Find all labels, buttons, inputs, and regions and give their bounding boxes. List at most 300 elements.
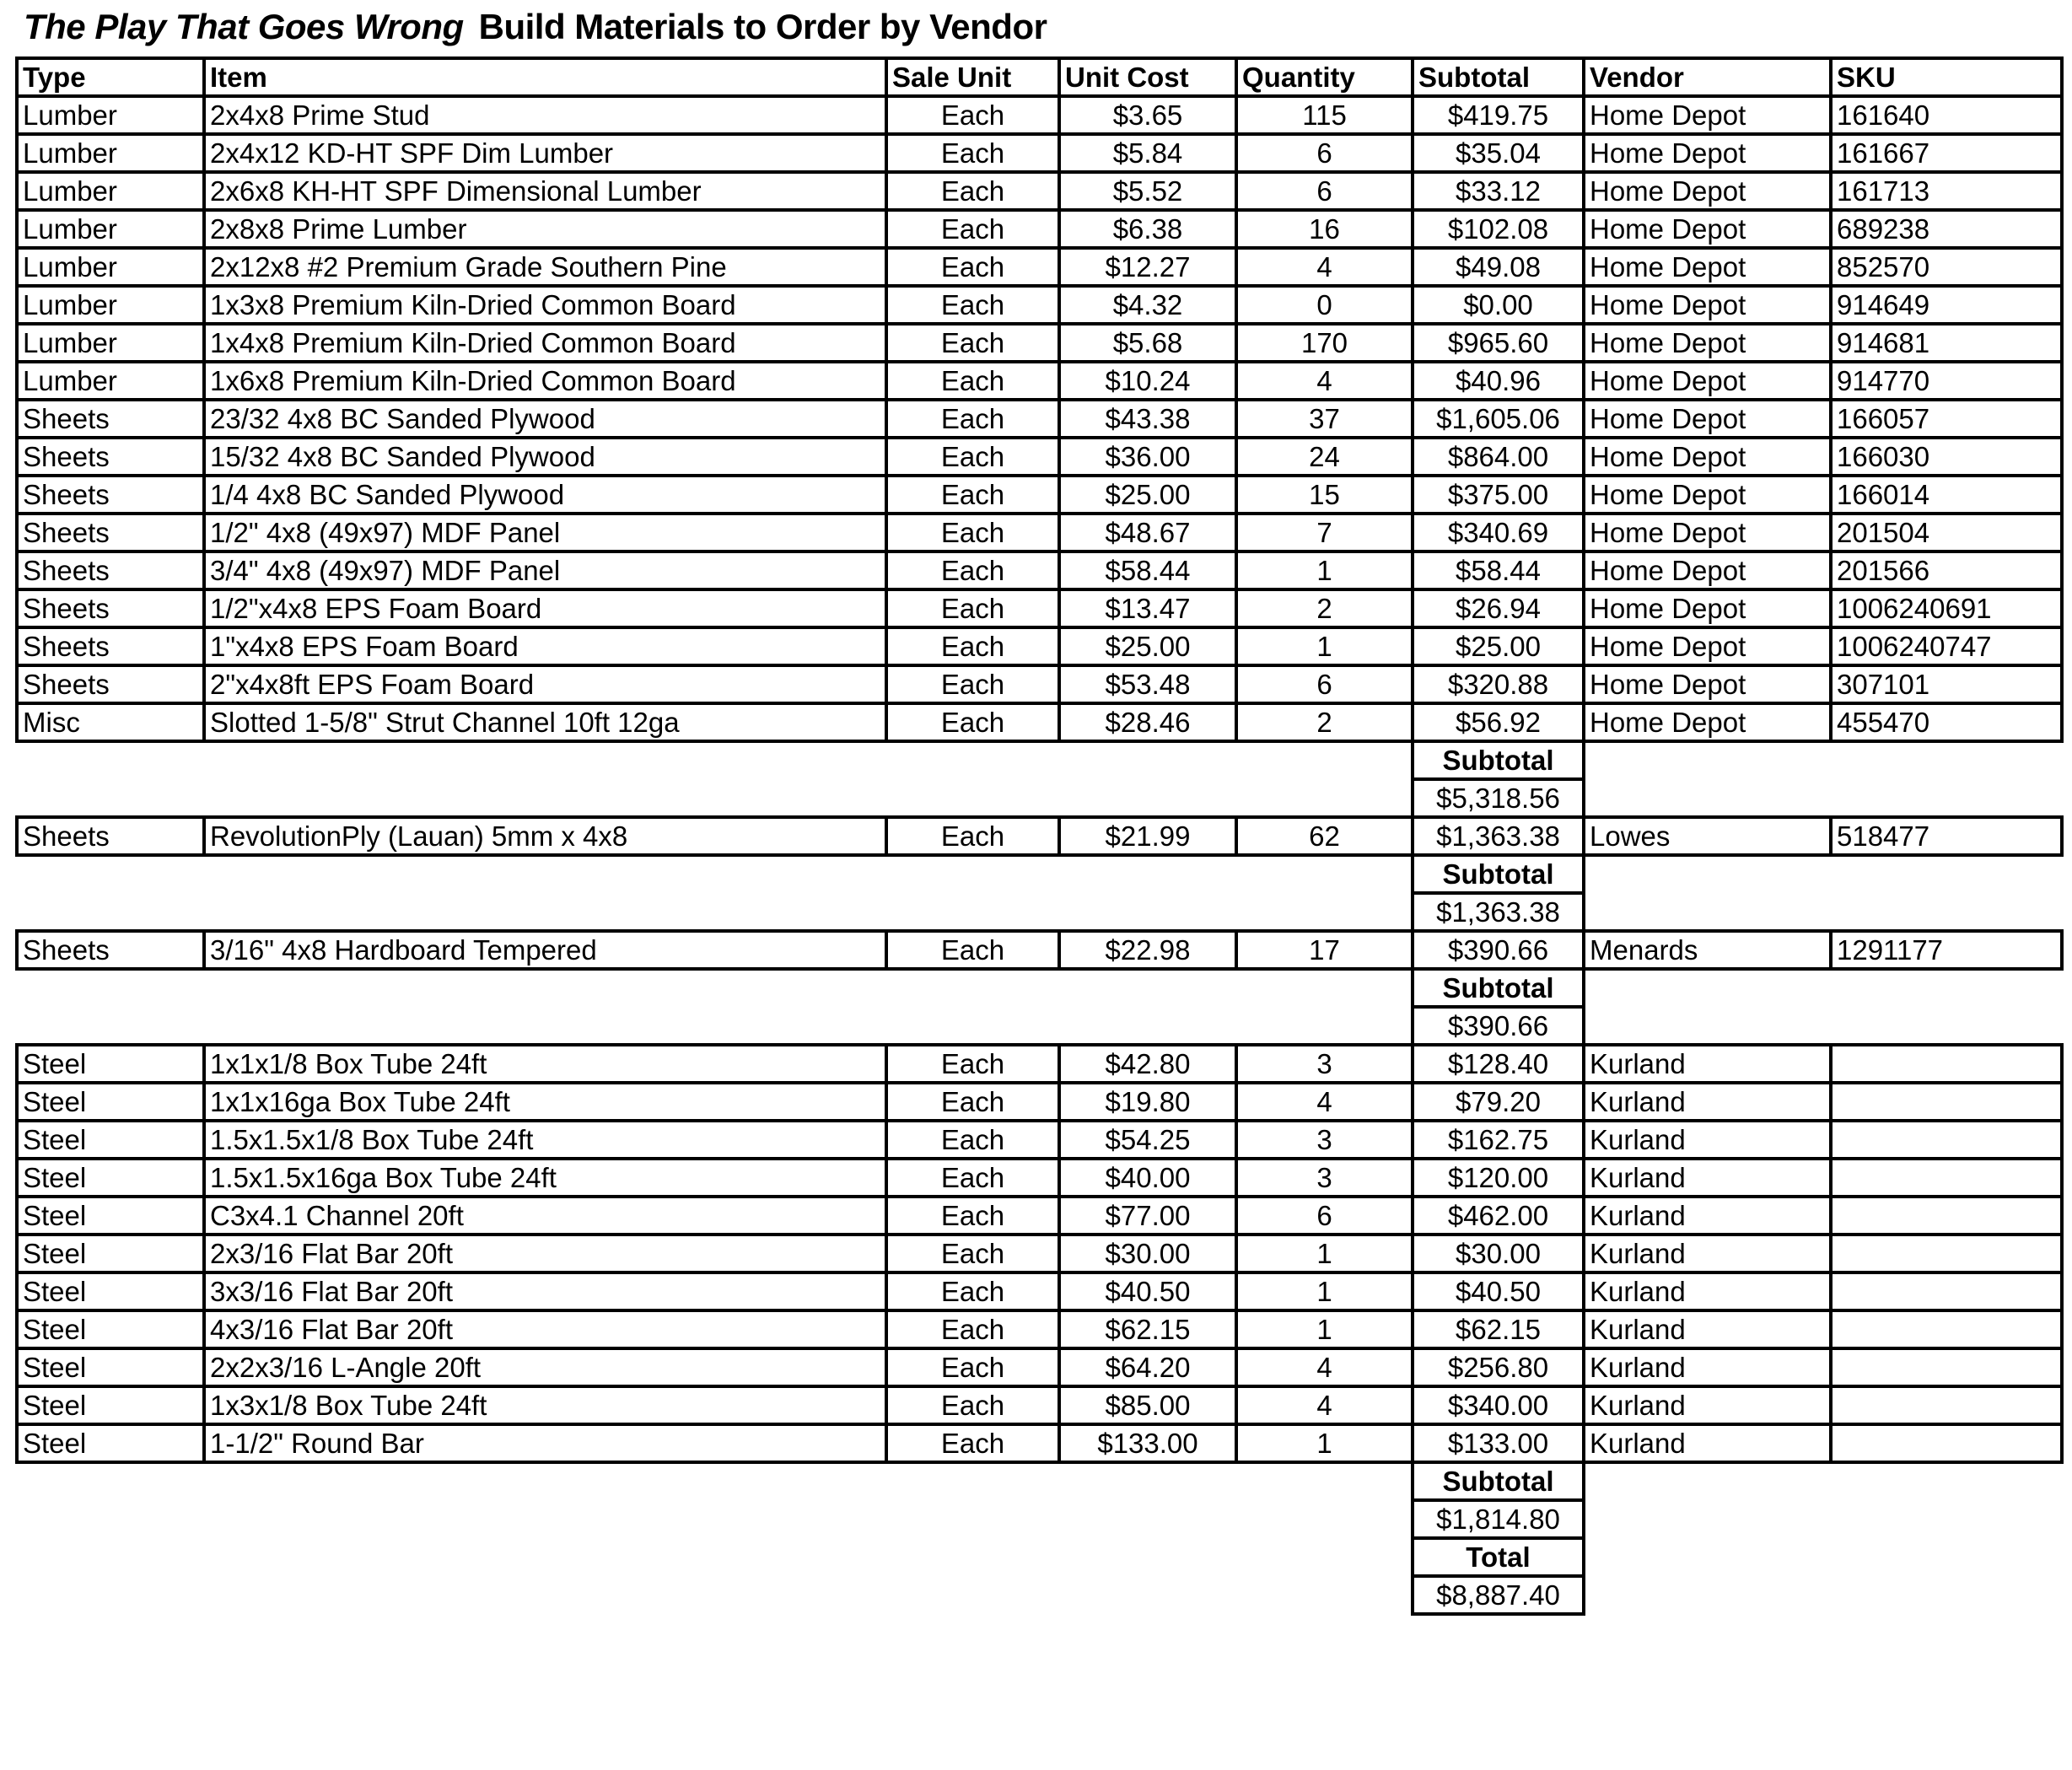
title-rest: Build Materials to Order by Vendor	[478, 7, 1047, 46]
group-subtotal-label: Subtotal	[1413, 855, 1584, 893]
table-row	[17, 1045, 2062, 1083]
empty-cell	[1831, 1462, 2062, 1500]
cell-type: Steel	[17, 1235, 204, 1272]
cell-sale-unit: Each	[886, 248, 1059, 286]
cell-quantity: 1	[1236, 551, 1413, 589]
empty-cell	[1059, 1538, 1236, 1576]
empty-cell	[1584, 1462, 1831, 1500]
cell-sku	[1831, 1045, 2062, 1083]
cell-type: Sheets	[17, 589, 204, 627]
cell-unit-cost: $4.32	[1059, 286, 1236, 324]
empty-cell	[204, 969, 886, 1007]
empty-cell	[17, 1576, 204, 1614]
cell-type: Lumber	[17, 324, 204, 362]
cell-subtotal: $102.08	[1413, 210, 1584, 248]
cell-sku: 201566	[1831, 551, 2062, 589]
cell-item: 1/2" 4x8 (49x97) MDF Panel	[204, 514, 886, 551]
cell-type: Steel	[17, 1045, 204, 1083]
cell-subtotal: $40.96	[1413, 362, 1584, 400]
cell-quantity: 15	[1236, 476, 1413, 514]
cell-unit-cost: $40.50	[1059, 1272, 1236, 1310]
cell-type: Sheets	[17, 627, 204, 665]
cell-type: Steel	[17, 1083, 204, 1121]
table-row	[17, 514, 2062, 551]
cell-subtotal: $26.94	[1413, 589, 1584, 627]
cell-sku: 166030	[1831, 438, 2062, 476]
cell-sku	[1831, 1386, 2062, 1424]
cell-unit-cost: $22.98	[1059, 931, 1236, 969]
cell-vendor: Kurland	[1584, 1386, 1831, 1424]
cell-sale-unit: Each	[886, 627, 1059, 665]
cell-quantity: 6	[1236, 1197, 1413, 1235]
cell-quantity: 7	[1236, 514, 1413, 551]
cell-vendor: Home Depot	[1584, 627, 1831, 665]
cell-subtotal: $35.04	[1413, 134, 1584, 172]
empty-cell	[1236, 1576, 1413, 1614]
cell-sale-unit: Each	[886, 1159, 1059, 1197]
cell-sale-unit: Each	[886, 551, 1059, 589]
table-row	[17, 438, 2062, 476]
cell-sale-unit: Each	[886, 286, 1059, 324]
cell-sale-unit: Each	[886, 1045, 1059, 1083]
table-row	[17, 1197, 2062, 1235]
empty-cell	[17, 1500, 204, 1538]
grand-total-value: $8,887.40	[1413, 1576, 1584, 1614]
cell-type: Steel	[17, 1386, 204, 1424]
cell-vendor: Kurland	[1584, 1424, 1831, 1462]
empty-cell	[1236, 741, 1413, 779]
cell-quantity: 4	[1236, 248, 1413, 286]
cell-type: Sheets	[17, 551, 204, 589]
empty-cell	[1059, 1500, 1236, 1538]
cell-quantity: 1	[1236, 1310, 1413, 1348]
cell-vendor: Home Depot	[1584, 210, 1831, 248]
cell-type: Sheets	[17, 400, 204, 438]
cell-subtotal: $419.75	[1413, 96, 1584, 134]
cell-subtotal: $340.69	[1413, 514, 1584, 551]
table-row	[17, 665, 2062, 703]
cell-subtotal: $62.15	[1413, 1310, 1584, 1348]
cell-subtotal: $1,363.38	[1413, 817, 1584, 855]
cell-subtotal: $0.00	[1413, 286, 1584, 324]
empty-cell	[1059, 893, 1236, 931]
empty-cell	[17, 893, 204, 931]
empty-cell	[204, 855, 886, 893]
cell-sku: 307101	[1831, 665, 2062, 703]
empty-cell	[1059, 1007, 1236, 1045]
empty-cell	[204, 779, 886, 817]
table-row	[17, 1083, 2062, 1121]
cell-unit-cost: $10.24	[1059, 362, 1236, 400]
empty-cell	[886, 741, 1059, 779]
cell-vendor: Kurland	[1584, 1272, 1831, 1310]
cell-sale-unit: Each	[886, 1083, 1059, 1121]
group-subtotal-value: $390.66	[1413, 1007, 1584, 1045]
cell-sku: 914770	[1831, 362, 2062, 400]
table-row	[17, 476, 2062, 514]
empty-cell	[1831, 1007, 2062, 1045]
table-row	[17, 703, 2062, 741]
cell-subtotal: $128.40	[1413, 1045, 1584, 1083]
cell-quantity: 3	[1236, 1159, 1413, 1197]
cell-item: 2"x4x8ft EPS Foam Board	[204, 665, 886, 703]
empty-cell	[1236, 1462, 1413, 1500]
cell-vendor: Home Depot	[1584, 703, 1831, 741]
empty-cell	[886, 1576, 1059, 1614]
empty-cell	[1236, 1007, 1413, 1045]
cell-vendor: Kurland	[1584, 1045, 1831, 1083]
cell-unit-cost: $30.00	[1059, 1235, 1236, 1272]
empty-cell	[1236, 1500, 1413, 1538]
cell-subtotal: $965.60	[1413, 324, 1584, 362]
table-row	[17, 210, 2062, 248]
cell-sale-unit: Each	[886, 362, 1059, 400]
cell-unit-cost: $5.52	[1059, 172, 1236, 210]
empty-cell	[1584, 779, 1831, 817]
empty-cell	[1584, 741, 1831, 779]
cell-item: 1x1x16ga Box Tube 24ft	[204, 1083, 886, 1121]
cell-unit-cost: $40.00	[1059, 1159, 1236, 1197]
empty-cell	[1831, 1500, 2062, 1538]
header-type: Type	[17, 58, 204, 96]
table-row	[17, 1121, 2062, 1159]
cell-sale-unit: Each	[886, 172, 1059, 210]
cell-item: 23/32 4x8 BC Sanded Plywood	[204, 400, 886, 438]
cell-type: Sheets	[17, 931, 204, 969]
table-row	[17, 172, 2062, 210]
cell-sale-unit: Each	[886, 1235, 1059, 1272]
cell-unit-cost: $3.65	[1059, 96, 1236, 134]
table-row	[17, 400, 2062, 438]
cell-type: Steel	[17, 1348, 204, 1386]
cell-sale-unit: Each	[886, 476, 1059, 514]
cell-item: Slotted 1-5/8" Strut Channel 10ft 12ga	[204, 703, 886, 741]
cell-subtotal: $25.00	[1413, 627, 1584, 665]
cell-vendor: Home Depot	[1584, 665, 1831, 703]
empty-cell	[17, 1007, 204, 1045]
cell-sku: 1006240691	[1831, 589, 2062, 627]
cell-sku	[1831, 1424, 2062, 1462]
cell-quantity: 2	[1236, 589, 1413, 627]
empty-cell	[204, 1500, 886, 1538]
empty-cell	[1584, 969, 1831, 1007]
group-subtotal-value: $1,363.38	[1413, 893, 1584, 931]
cell-quantity: 1	[1236, 1272, 1413, 1310]
header-unit-cost: Unit Cost	[1059, 58, 1236, 96]
cell-item: 1/4 4x8 BC Sanded Plywood	[204, 476, 886, 514]
cell-sku: 201504	[1831, 514, 2062, 551]
cell-unit-cost: $53.48	[1059, 665, 1236, 703]
page-title	[24, 7, 1047, 47]
empty-cell	[17, 741, 204, 779]
cell-subtotal: $320.88	[1413, 665, 1584, 703]
group-subtotal-value: $5,318.56	[1413, 779, 1584, 817]
cell-item: 1"x4x8 EPS Foam Board	[204, 627, 886, 665]
cell-quantity: 62	[1236, 817, 1413, 855]
empty-cell	[1584, 855, 1831, 893]
table-row	[17, 324, 2062, 362]
grand-total-label: Total	[1413, 1538, 1584, 1576]
cell-sale-unit: Each	[886, 1310, 1059, 1348]
empty-cell	[1584, 893, 1831, 931]
cell-sale-unit: Each	[886, 665, 1059, 703]
cell-sku: 914649	[1831, 286, 2062, 324]
cell-item: 3/4" 4x8 (49x97) MDF Panel	[204, 551, 886, 589]
empty-cell	[1059, 855, 1236, 893]
group-subtotal-value-row	[17, 1007, 2062, 1045]
cell-subtotal: $375.00	[1413, 476, 1584, 514]
cell-type: Misc	[17, 703, 204, 741]
empty-cell	[204, 1007, 886, 1045]
cell-vendor: Home Depot	[1584, 96, 1831, 134]
header-row	[17, 58, 2062, 96]
empty-cell	[204, 1462, 886, 1500]
cell-unit-cost: $28.46	[1059, 703, 1236, 741]
cell-type: Lumber	[17, 362, 204, 400]
table-body	[17, 96, 2062, 1614]
cell-subtotal: $162.75	[1413, 1121, 1584, 1159]
empty-cell	[886, 779, 1059, 817]
empty-cell	[1059, 969, 1236, 1007]
table-row	[17, 248, 2062, 286]
group-subtotal-label: Subtotal	[1413, 741, 1584, 779]
cell-quantity: 4	[1236, 362, 1413, 400]
cell-sku: 161640	[1831, 96, 2062, 134]
cell-item: 2x8x8 Prime Lumber	[204, 210, 886, 248]
cell-sale-unit: Each	[886, 134, 1059, 172]
cell-sku	[1831, 1197, 2062, 1235]
table-row	[17, 817, 2062, 855]
cell-type: Sheets	[17, 438, 204, 476]
cell-sku	[1831, 1235, 2062, 1272]
cell-unit-cost: $13.47	[1059, 589, 1236, 627]
cell-vendor: Kurland	[1584, 1235, 1831, 1272]
cell-sale-unit: Each	[886, 1386, 1059, 1424]
empty-cell	[1831, 1538, 2062, 1576]
empty-cell	[204, 893, 886, 931]
cell-quantity: 2	[1236, 703, 1413, 741]
cell-unit-cost: $58.44	[1059, 551, 1236, 589]
materials-table	[15, 56, 2064, 1616]
cell-vendor: Lowes	[1584, 817, 1831, 855]
empty-cell	[1059, 741, 1236, 779]
cell-item: 1x1x1/8 Box Tube 24ft	[204, 1045, 886, 1083]
cell-vendor: Home Depot	[1584, 362, 1831, 400]
header-subtotal: Subtotal	[1413, 58, 1584, 96]
cell-type: Lumber	[17, 286, 204, 324]
cell-vendor: Kurland	[1584, 1159, 1831, 1197]
empty-cell	[17, 855, 204, 893]
cell-item: 1x4x8 Premium Kiln-Dried Common Board	[204, 324, 886, 362]
cell-sku	[1831, 1083, 2062, 1121]
empty-cell	[1236, 893, 1413, 931]
empty-cell	[1831, 741, 2062, 779]
cell-quantity: 170	[1236, 324, 1413, 362]
empty-cell	[1831, 779, 2062, 817]
table-row	[17, 1348, 2062, 1386]
empty-cell	[886, 1462, 1059, 1500]
cell-type: Lumber	[17, 96, 204, 134]
empty-cell	[1059, 1462, 1236, 1500]
table-row	[17, 1424, 2062, 1462]
cell-unit-cost: $12.27	[1059, 248, 1236, 286]
cell-subtotal: $256.80	[1413, 1348, 1584, 1386]
cell-sku: 166057	[1831, 400, 2062, 438]
group-subtotal-value-row	[17, 893, 2062, 931]
cell-quantity: 1	[1236, 627, 1413, 665]
cell-item: 3/16" 4x8 Hardboard Tempered	[204, 931, 886, 969]
empty-cell	[1236, 969, 1413, 1007]
cell-type: Steel	[17, 1424, 204, 1462]
cell-sku: 1291177	[1831, 931, 2062, 969]
empty-cell	[1831, 1576, 2062, 1614]
group-subtotal-label: Subtotal	[1413, 1462, 1584, 1500]
cell-unit-cost: $64.20	[1059, 1348, 1236, 1386]
cell-unit-cost: $6.38	[1059, 210, 1236, 248]
table-row	[17, 1272, 2062, 1310]
cell-sku	[1831, 1310, 2062, 1348]
cell-item: 1x6x8 Premium Kiln-Dried Common Board	[204, 362, 886, 400]
cell-subtotal: $58.44	[1413, 551, 1584, 589]
cell-type: Sheets	[17, 476, 204, 514]
cell-sku: 161667	[1831, 134, 2062, 172]
empty-cell	[1831, 893, 2062, 931]
cell-item: RevolutionPly (Lauan) 5mm x 4x8	[204, 817, 886, 855]
empty-cell	[886, 855, 1059, 893]
cell-sale-unit: Each	[886, 210, 1059, 248]
cell-unit-cost: $25.00	[1059, 627, 1236, 665]
grand-total-value-row	[17, 1576, 2062, 1614]
cell-vendor: Kurland	[1584, 1083, 1831, 1121]
group-subtotal-label-row	[17, 855, 2062, 893]
empty-cell	[1584, 1007, 1831, 1045]
cell-sale-unit: Each	[886, 400, 1059, 438]
cell-quantity: 6	[1236, 134, 1413, 172]
cell-quantity: 24	[1236, 438, 1413, 476]
cell-subtotal: $33.12	[1413, 172, 1584, 210]
table-row	[17, 286, 2062, 324]
cell-vendor: Home Depot	[1584, 248, 1831, 286]
empty-cell	[1831, 969, 2062, 1007]
cell-unit-cost: $43.38	[1059, 400, 1236, 438]
header-quantity: Quantity	[1236, 58, 1413, 96]
cell-sku: 166014	[1831, 476, 2062, 514]
table-row	[17, 1159, 2062, 1197]
cell-item: 1.5x1.5x16ga Box Tube 24ft	[204, 1159, 886, 1197]
empty-cell	[1831, 855, 2062, 893]
cell-quantity: 6	[1236, 172, 1413, 210]
cell-subtotal: $30.00	[1413, 1235, 1584, 1272]
cell-sale-unit: Each	[886, 1348, 1059, 1386]
cell-sale-unit: Each	[886, 817, 1059, 855]
cell-unit-cost: $5.68	[1059, 324, 1236, 362]
empty-cell	[17, 1538, 204, 1576]
cell-unit-cost: $21.99	[1059, 817, 1236, 855]
cell-sale-unit: Each	[886, 931, 1059, 969]
cell-type: Steel	[17, 1310, 204, 1348]
cell-sale-unit: Each	[886, 96, 1059, 134]
cell-sale-unit: Each	[886, 324, 1059, 362]
cell-item: 2x4x12 KD-HT SPF Dim Lumber	[204, 134, 886, 172]
cell-vendor: Kurland	[1584, 1348, 1831, 1386]
cell-item: 2x12x8 #2 Premium Grade Southern Pine	[204, 248, 886, 286]
table-row	[17, 96, 2062, 134]
empty-cell	[886, 1007, 1059, 1045]
play-title: The Play That Goes Wrong	[24, 7, 464, 46]
cell-quantity: 1	[1236, 1235, 1413, 1272]
group-subtotal-value-row	[17, 779, 2062, 817]
cell-item: C3x4.1 Channel 20ft	[204, 1197, 886, 1235]
cell-quantity: 6	[1236, 665, 1413, 703]
cell-vendor: Menards	[1584, 931, 1831, 969]
empty-cell	[1584, 1500, 1831, 1538]
empty-cell	[886, 1538, 1059, 1576]
cell-sku: 1006240747	[1831, 627, 2062, 665]
cell-sale-unit: Each	[886, 1424, 1059, 1462]
cell-subtotal: $40.50	[1413, 1272, 1584, 1310]
cell-type: Lumber	[17, 248, 204, 286]
cell-vendor: Kurland	[1584, 1121, 1831, 1159]
table-row	[17, 589, 2062, 627]
grand-total-label-row	[17, 1538, 2062, 1576]
cell-unit-cost: $19.80	[1059, 1083, 1236, 1121]
group-subtotal-label: Subtotal	[1413, 969, 1584, 1007]
empty-cell	[204, 741, 886, 779]
group-subtotal-label-row	[17, 1462, 2062, 1500]
cell-unit-cost: $54.25	[1059, 1121, 1236, 1159]
cell-sku: 914681	[1831, 324, 2062, 362]
empty-cell	[886, 893, 1059, 931]
cell-quantity: 0	[1236, 286, 1413, 324]
cell-sku	[1831, 1348, 2062, 1386]
cell-unit-cost: $77.00	[1059, 1197, 1236, 1235]
cell-type: Steel	[17, 1121, 204, 1159]
cell-subtotal: $340.00	[1413, 1386, 1584, 1424]
empty-cell	[886, 969, 1059, 1007]
group-subtotal-label-row	[17, 741, 2062, 779]
cell-sku: 455470	[1831, 703, 2062, 741]
cell-vendor: Home Depot	[1584, 400, 1831, 438]
cell-sku: 852570	[1831, 248, 2062, 286]
empty-cell	[204, 1538, 886, 1576]
cell-item: 15/32 4x8 BC Sanded Plywood	[204, 438, 886, 476]
cell-item: 4x3/16 Flat Bar 20ft	[204, 1310, 886, 1348]
cell-sku: 161713	[1831, 172, 2062, 210]
empty-cell	[1236, 1538, 1413, 1576]
cell-vendor: Home Depot	[1584, 514, 1831, 551]
group-subtotal-value: $1,814.80	[1413, 1500, 1584, 1538]
empty-cell	[204, 1576, 886, 1614]
cell-subtotal: $133.00	[1413, 1424, 1584, 1462]
empty-cell	[17, 1462, 204, 1500]
cell-type: Sheets	[17, 665, 204, 703]
cell-subtotal: $390.66	[1413, 931, 1584, 969]
empty-cell	[886, 1500, 1059, 1538]
empty-cell	[1584, 1576, 1831, 1614]
empty-cell	[17, 969, 204, 1007]
cell-quantity: 37	[1236, 400, 1413, 438]
empty-cell	[1059, 1576, 1236, 1614]
cell-quantity: 4	[1236, 1348, 1413, 1386]
cell-vendor: Home Depot	[1584, 134, 1831, 172]
cell-quantity: 16	[1236, 210, 1413, 248]
cell-vendor: Kurland	[1584, 1197, 1831, 1235]
cell-unit-cost: $36.00	[1059, 438, 1236, 476]
cell-vendor: Home Depot	[1584, 172, 1831, 210]
cell-sku: 518477	[1831, 817, 2062, 855]
cell-quantity: 4	[1236, 1386, 1413, 1424]
cell-type: Lumber	[17, 210, 204, 248]
